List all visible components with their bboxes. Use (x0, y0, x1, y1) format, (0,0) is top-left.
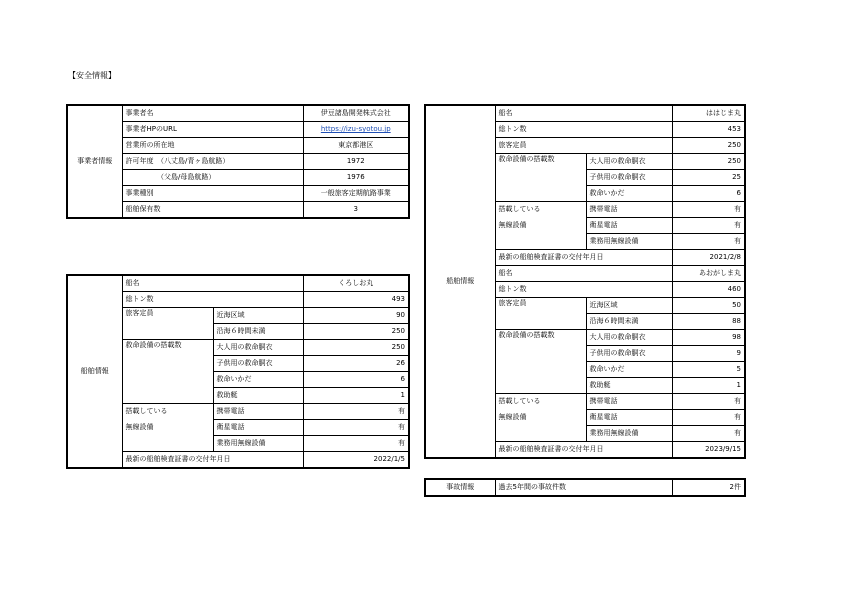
radio-item-value: 有 (303, 420, 409, 436)
inspection-date: 2021/2/8 (672, 250, 745, 266)
ship-right-header: 船舶情報 (425, 105, 495, 458)
lifesaving-item-value: 6 (303, 372, 409, 388)
radio-item-label: 業務用無線設備 (213, 436, 303, 452)
lifesaving-item-label: 救助艇 (586, 378, 672, 394)
operator-label: 許可年度 （八丈島/青ヶ島航路） (122, 154, 303, 170)
capacity-item-label: 近海区域 (213, 308, 303, 324)
ship-table-right (424, 104, 746, 459)
lifesaving-item-value: 6 (672, 186, 745, 202)
lifesaving-item-value: 1 (303, 388, 409, 404)
lifesaving-item-value: 25 (672, 170, 745, 186)
ship-name: ははじま丸 (672, 105, 745, 122)
operator-address: 東京都港区 (303, 138, 409, 154)
lifesaving-item-label: 子供用の救命胴衣 (586, 170, 672, 186)
lifesaving-item-value: 26 (303, 356, 409, 372)
inspection-date: 2023/9/15 (672, 442, 745, 459)
permit-year-chichijima: 1976 (303, 170, 409, 186)
lifesaving-item-value: 9 (672, 346, 745, 362)
operator-name: 伊豆諸島開発株式会社 (303, 105, 409, 122)
lifesaving-item-label: 救命いかだ (586, 362, 672, 378)
capacity-label: 旅客定員 (495, 298, 586, 330)
inspection-date: 2022/1/5 (303, 452, 409, 469)
radio-label-spacer (495, 234, 586, 250)
ship-table-left (66, 274, 410, 469)
radio-label-spacer (122, 436, 213, 452)
ship-name: あおがしま丸 (672, 266, 745, 282)
inspection-label: 最新の船舶検査証書の交付年月日 (122, 452, 303, 469)
lifesaving-item-label: 救命いかだ (586, 186, 672, 202)
capacity-item-value: 88 (672, 314, 745, 330)
lifesaving-item-label: 救助艇 (213, 388, 303, 404)
radio-item-value: 有 (672, 218, 745, 234)
inspection-label: 最新の船舶検査証書の交付年月日 (495, 250, 672, 266)
capacity-value: 250 (672, 138, 745, 154)
radio-item-value: 有 (672, 202, 745, 218)
tonnage-value: 453 (672, 122, 745, 138)
accident-table (424, 478, 746, 497)
inspection-label: 最新の船舶検査証書の交付年月日 (495, 442, 672, 459)
operator-table (66, 104, 410, 219)
capacity-label: 旅客定員 (122, 308, 213, 340)
radio-item-value: 有 (672, 394, 745, 410)
capacity-item-value: 90 (303, 308, 409, 324)
lifesaving-item-value: 98 (672, 330, 745, 346)
radio-item-label: 携帯電話 (586, 394, 672, 410)
section-title: 【安全情報】 (68, 71, 116, 80)
radio-item-label: 衛星電話 (213, 420, 303, 436)
operator-label: 船舶保有数 (122, 202, 303, 219)
operator-label: 事業者HPのURL (122, 122, 303, 138)
lifesaving-item-value: 1 (672, 378, 745, 394)
lifesaving-item-label: 大人用の救命胴衣 (213, 340, 303, 356)
ship-name-label: 船名 (495, 105, 672, 122)
radio-item-label: 衛星電話 (586, 410, 672, 426)
lifesaving-label: 救命設備の搭載数 (122, 340, 213, 404)
capacity-label: 旅客定員 (495, 138, 672, 154)
permit-year-hachijo: 1972 (303, 154, 409, 170)
lifesaving-item-label: 救命いかだ (213, 372, 303, 388)
tonnage-label: 総トン数 (495, 282, 672, 298)
radio-label-1: 搭載している (495, 202, 586, 218)
tonnage-label: 総トン数 (122, 292, 303, 308)
radio-label-spacer (495, 426, 586, 442)
capacity-item-value: 250 (303, 324, 409, 340)
ship-count: 3 (303, 202, 409, 219)
radio-item-label: 携帯電話 (213, 404, 303, 420)
capacity-item-label: 近海区域 (586, 298, 672, 314)
capacity-item-value: 50 (672, 298, 745, 314)
radio-item-label: 携帯電話 (586, 202, 672, 218)
radio-item-value: 有 (672, 410, 745, 426)
accident-header: 事故情報 (425, 479, 495, 496)
operator-label: 事業種別 (122, 186, 303, 202)
operator-label: 事業者名 (122, 105, 303, 122)
operator-label: （父島/母島航路） (122, 170, 303, 186)
radio-item-label: 衛星電話 (586, 218, 672, 234)
lifesaving-item-label: 子供用の救命胴衣 (586, 346, 672, 362)
operator-header: 事業者情報 (67, 105, 122, 218)
radio-item-value: 有 (303, 436, 409, 452)
radio-item-label: 業務用無線設備 (586, 234, 672, 250)
accident-label: 過去5年間の事故件数 (495, 479, 672, 496)
ship-name-label: 船名 (122, 275, 303, 292)
lifesaving-item-value: 250 (303, 340, 409, 356)
lifesaving-item-value: 250 (672, 154, 745, 170)
radio-label-1: 搭載している (495, 394, 586, 410)
lifesaving-item-label: 子供用の救命胴衣 (213, 356, 303, 372)
radio-item-value: 有 (303, 404, 409, 420)
ship-name: くろしお丸 (303, 275, 409, 292)
operator-url-link[interactable]: https://izu-syotou.jp (320, 125, 391, 133)
ship-left-header: 船舶情報 (67, 275, 122, 468)
lifesaving-item-label: 大人用の救命胴衣 (586, 154, 672, 170)
ship-name-label: 船名 (495, 266, 672, 282)
lifesaving-item-value: 5 (672, 362, 745, 378)
capacity-item-label: 沿海６時間未満 (586, 314, 672, 330)
tonnage-value: 493 (303, 292, 409, 308)
radio-item-value: 有 (672, 234, 745, 250)
accident-count: 2件 (672, 479, 745, 496)
radio-item-label: 業務用無線設備 (586, 426, 672, 442)
lifesaving-label: 救命設備の搭載数 (495, 154, 586, 202)
radio-label-2: 無線設備 (122, 420, 213, 436)
business-type: 一般旅客定期航路事業 (303, 186, 409, 202)
lifesaving-label: 救命設備の搭載数 (495, 330, 586, 394)
lifesaving-item-label: 大人用の救命胴衣 (586, 330, 672, 346)
tonnage-label: 総トン数 (495, 122, 672, 138)
radio-label-2: 無線設備 (495, 410, 586, 426)
radio-label-2: 無線設備 (495, 218, 586, 234)
radio-label-1: 搭載している (122, 404, 213, 420)
operator-label: 営業所の所在地 (122, 138, 303, 154)
radio-item-value: 有 (672, 426, 745, 442)
tonnage-value: 460 (672, 282, 745, 298)
capacity-item-label: 沿海６時間未満 (213, 324, 303, 340)
